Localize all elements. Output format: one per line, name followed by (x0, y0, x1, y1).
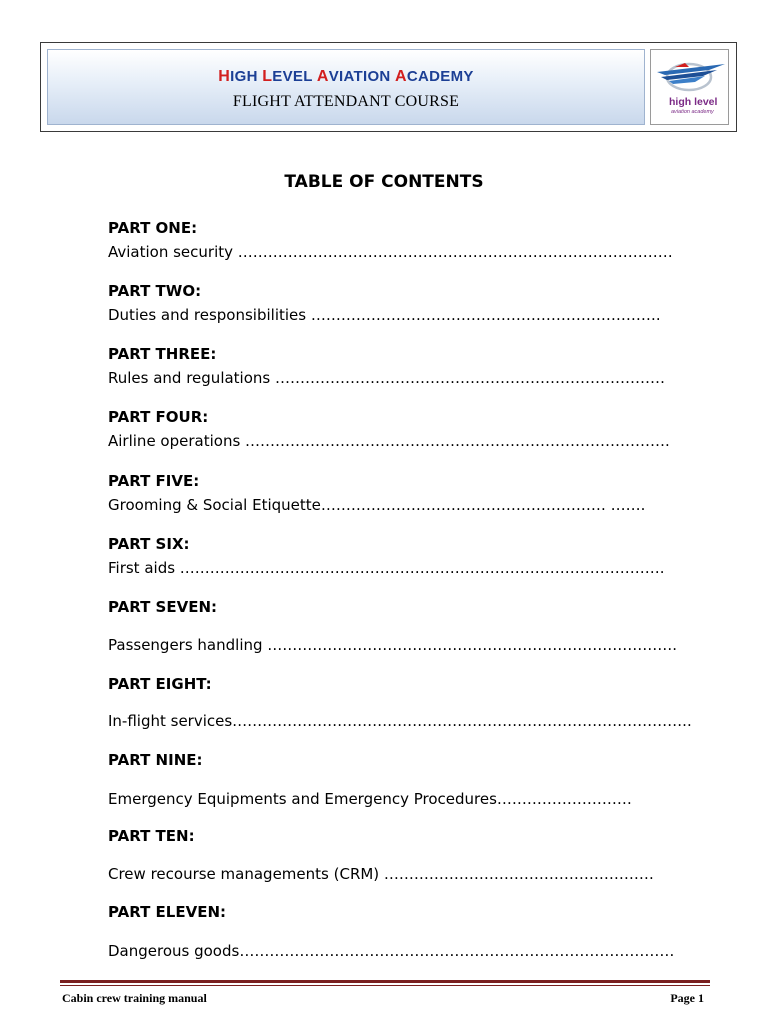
toc-part-item: Airline operations …………………………………………………………………………. (108, 432, 670, 450)
toc-part-label: PART ELEVEN: (108, 903, 227, 921)
footer-page-number: Page 1 (670, 991, 704, 1005)
toc-part-label: PART EIGHT: (108, 675, 212, 693)
toc-part-label: PART TWO: (108, 282, 202, 300)
toc-part-item: Grooming & Social Etiquette………………………………………………… ……. (108, 496, 646, 514)
toc-part-label: PART FOUR: (108, 408, 209, 426)
footer-rule-thick (60, 980, 710, 983)
toc-part-item: Dangerous goods…………………………………………………………………………… (108, 942, 675, 960)
toc-part-label: PART SIX: (108, 535, 190, 553)
toc-part-item: Aviation security …………………………………………………………………………… (108, 243, 673, 261)
logo-subtitle: aviation academy (671, 109, 714, 115)
toc-title: TABLE OF CONTENTS (284, 172, 484, 192)
academy-word-3: VIATION (328, 68, 396, 85)
toc-part-label: PART ONE: (108, 219, 198, 237)
toc-part-item: In-flight services……………………………………………………………………………….. (108, 712, 692, 730)
academy-initial-2: L (262, 68, 273, 85)
toc-part-label: PART TEN: (108, 827, 195, 845)
toc-part-label: PART THREE: (108, 345, 217, 363)
header-title-band (47, 49, 645, 125)
academy-initial-1: H (218, 68, 231, 85)
academy-initial-3: A (316, 68, 329, 85)
footer-rule-thin (60, 985, 710, 986)
toc-part-item: Crew recourse managements (CRM) ……………………………………………… (108, 865, 654, 883)
toc-part-item: Rules and regulations …………………………………………………………………… (108, 369, 665, 387)
toc-part-label: PART NINE: (108, 751, 203, 769)
toc-part-label: PART FIVE: (108, 472, 200, 490)
academy-initial-4: A (395, 68, 407, 85)
document-header (40, 42, 737, 132)
academy-word-4: CADEMY (406, 68, 474, 85)
toc-part-item: First aids ……………………………………………………………………………………. (108, 559, 665, 577)
toc-part-item: Passengers handling ………………………………………………………………………. (108, 636, 678, 654)
airplane-wing-logo-icon (655, 58, 727, 94)
academy-name (48, 68, 644, 86)
toc-part-item: Duties and responsibilities ……………………………………………………………. (108, 306, 661, 324)
academy-word-1: IGH (230, 68, 263, 85)
footer-manual-title: Cabin crew training manual (62, 991, 207, 1005)
academy-logo (650, 49, 729, 125)
logo-wordmark: high level (669, 96, 718, 108)
toc-part-item: Emergency Equipments and Emergency Procedures……………………… (108, 790, 632, 808)
toc-part-label: PART SEVEN: (108, 598, 218, 616)
course-title: FLIGHT ATTENDANT COURSE (232, 93, 460, 110)
academy-word-2: EVEL (272, 68, 317, 85)
